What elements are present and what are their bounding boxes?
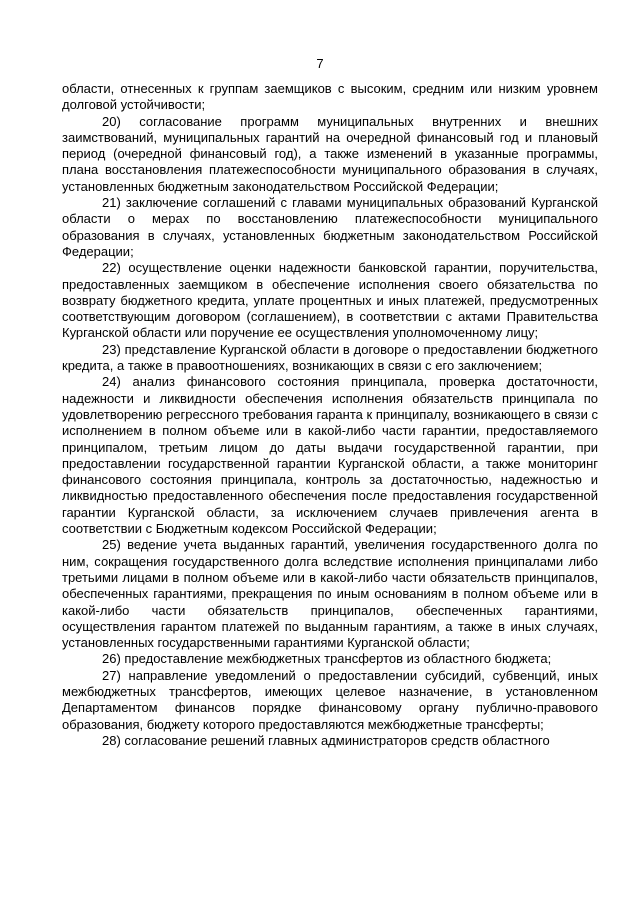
- list-item-27: 27) направление уведомлений о предоставлении субсидий, субвенций, иных межбюджетных трансфертов, имеющих целевое назначение, в установленном Департаментом финансов порядке финансовому органу публично-правового образования, бюджету которого предоставляются межбюджетные трансферты;: [62, 667, 598, 732]
- list-item-26: 26) предоставление межбюджетных трансфертов из областного бюджета;: [102, 651, 552, 667]
- list-item-21: 21) заключение соглашений с главами муниципальных образований Курганской области о мерах по восстановлению платежеспособности муниципального образования в случаях, установленных бюджетным законодательством Российской Федерации;: [62, 195, 598, 259]
- list-item-23: 23) представление Курганской области в договоре о предоставлении бюджетного кредита, а также в правоотношениях, возникающих в связи с его заключением;: [62, 341, 598, 374]
- list-item-22: 22) осуществление оценки надежности банковской гарантии, поручительства, предоставленных заемщиком в обеспечение исполнения своего обязательства по возврату бюджетного кредита, уплате процентных и иных платежей, предусмотренных соответствующим договором (соглашением), в соответствии с актами Правительства Курганской области или поручение ее осуществления уполномоченному лицу;: [62, 260, 598, 341]
- document-body: [62, 81, 598, 749]
- list-item-25: 25) ведение учета выданных гарантий, увеличения государственного долга по ним, сокращения государственного долга вследствие исполнения принципалами либо третьими лицами в полном объеме или в какой-либо части обязательств принципалов, обеспеченных гарантиями, прекращения по иным основаниям в полном объеме или в какой-либо части обязательств принципалов, обеспеченных гарантиями, осуществления гарантом платежей по выданным гарантиям, а также в иных случаях, установленных государственными гарантиями Курганской области;: [62, 537, 598, 651]
- list-item-24: 24) анализ финансового состояния принципала, проверка достаточности, надежности и ликвидности обеспечения исполнения обязательств принципала по удовлетворению регрессного требования гаранта к принципалу, возникающего в связи с исполнением в полном объеме или в какой-либо части гарантии, предоставляемого принципалом, третьим лицом до даты выдачи государственной гарантии, при предоставлении государственной гарантии Курганской области, а также мониторинг финансового состояния принципала, контроль за достаточностью, надежностью и ликвидностью предоставленного обеспечения после предоставления государственной гарантии Курганской области, за исключением случаев привлечения агента в соответствии с Бюджетным кодексом Российской Федерации;: [62, 374, 598, 537]
- page-number: 7: [316, 56, 324, 71]
- paragraph-continuation: области, отнесенных к группам заемщиков с высоким, средним или низким уровнем долговой устойчивости;: [62, 81, 598, 113]
- list-item-28: 28) согласование решений главных администраторов средств областного: [102, 732, 550, 748]
- list-item-20: 20) согласование программ муниципальных внутренних и внешних заимствований, муниципальных гарантий на очередной финансовый год и плановый период (очередной финансовый год), а также изменений в указанные программы, плана восстановления платежеспособности муниципального образования в случаях, установленных бюджетным законодательством Российской Федерации;: [62, 113, 598, 194]
